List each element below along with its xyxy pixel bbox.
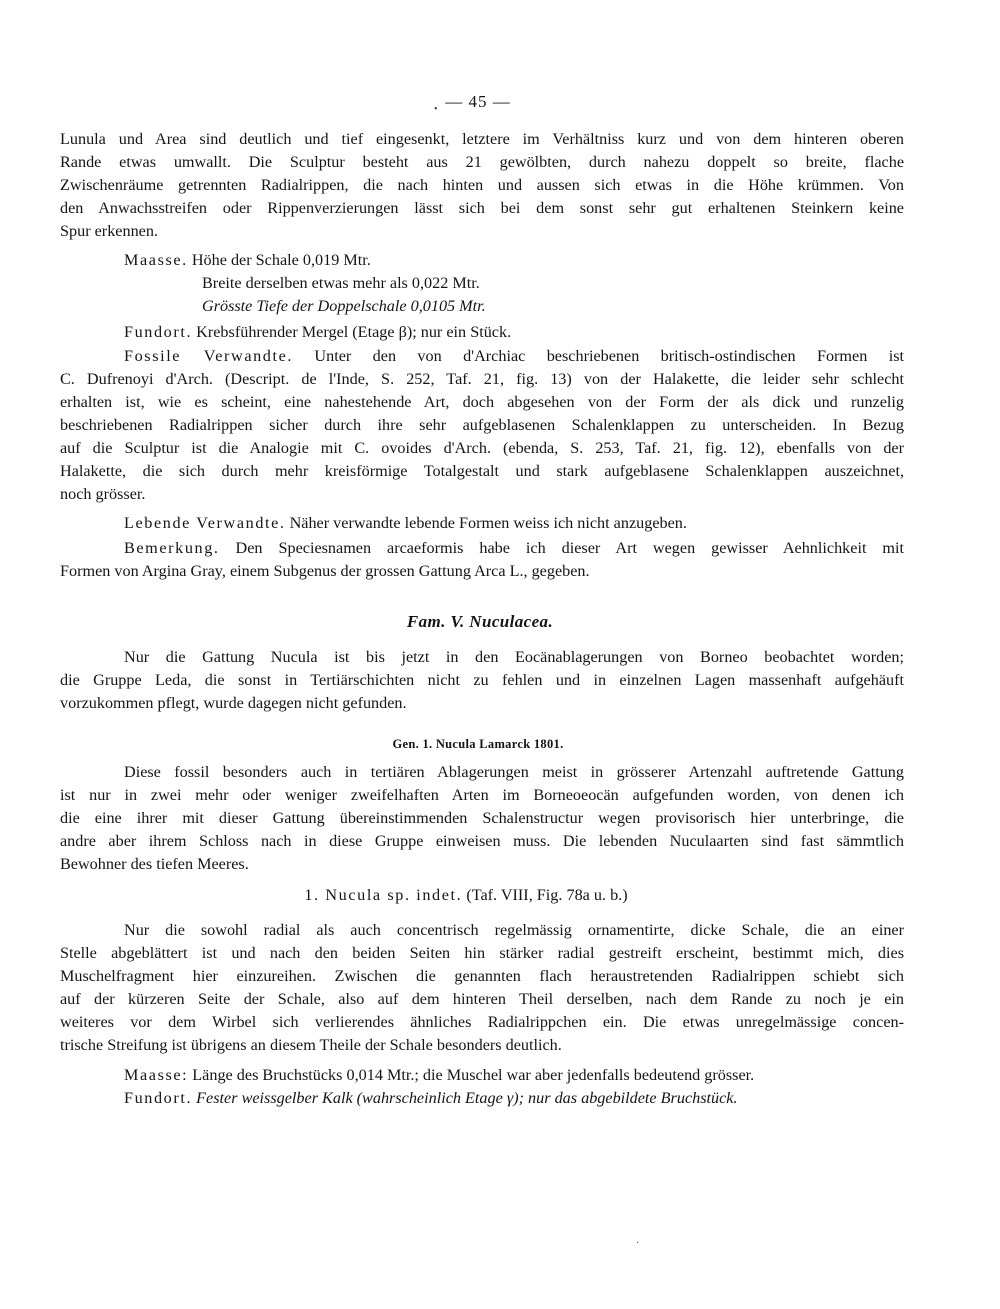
text-line — [60, 1064, 904, 1087]
text-line: beschriebenen Radialrippen sicher durch ihre sehr aufgeblasenen Schalenklappen zu unterscheiden. In Bezug — [60, 416, 904, 434]
print-speck: · — [636, 1238, 640, 1249]
text-line: noch grösser. — [60, 485, 146, 503]
species-heading — [0, 886, 932, 905]
text-line: Muschelfragment hier einzureihen. Zwischen die genannten flach heraustretenden Radialrippen schiebt sich — [60, 967, 904, 985]
locality-line — [60, 321, 904, 344]
text-line: Spur erkennen. — [60, 222, 158, 240]
species-paragraph — [60, 919, 904, 1057]
locality-label: Fundort. — [124, 1089, 193, 1107]
text-line: den Anwachsstreifen oder Rippenverzierungen lässt sich bei dem sonst sehr gut erhaltenen Steinkern keine — [60, 199, 904, 217]
fossil-relatives-text: Unter den von d'Archiac beschriebenen britisch-ostindischen Formen ist — [314, 347, 904, 365]
species-name: 1. Nucula sp. indet. — [304, 886, 463, 904]
remark-section — [60, 537, 904, 583]
measurement-text: Länge des Bruchstücks 0,014 Mtr.; die Muschel war aber jedenfalls bedeutend grösser. — [192, 1066, 755, 1084]
living-relatives-text: Näher verwandte lebende Formen weiss ich nicht anzugeben. — [289, 514, 687, 532]
text-line: trische Streifung ist übrigens an diesem Theile der Schale besonders deutlich. — [60, 1036, 562, 1054]
text-line: Formen von Argina Gray, einem Subgenus der grossen Gattung Arca L., gegeben. — [60, 562, 590, 580]
paragraph-description — [60, 128, 904, 243]
species-reference: (Taf. VIII, Fig. 78a u. b.) — [466, 886, 628, 904]
text-line: die Gruppe Leda, die sonst in Tertiärschichten nicht zu fehlen und in einzelnen Lagen massenhaft aufgehäuft — [60, 671, 904, 689]
text-line: Bewohner des tiefen Meeres. — [60, 855, 249, 873]
text-line — [60, 345, 904, 368]
family-intro-paragraph — [60, 646, 904, 715]
remark-label: Bemerkung. — [124, 539, 220, 557]
locality-text: Krebsführender Mergel (Etage β); nur ein Stück. — [196, 323, 512, 341]
locality-section-2 — [60, 1087, 904, 1110]
print-speck: • — [434, 104, 438, 115]
family-heading: Fam. V. Nuculacea. — [406, 612, 554, 631]
text-line: weiteres vor dem Wirbel sich verlierendes ähnliches Radialrippchen ein. Die etwas unregelmässige concen- — [60, 1013, 904, 1031]
remark-text: Den Speciesnamen arcaeformis habe ich dieser Art wegen gewisser Aehnlichkeit mit — [235, 539, 904, 557]
text-line — [60, 537, 904, 560]
text-line: auf die Sculptur ist die Analogie mit C. ovoides d'Arch. (ebenda, S. 253, Taf. 21, fig. 12), ebenfalls von der — [60, 439, 904, 457]
text-line: die eine ihrer mit dieser Gattung übereinstimmenden Schalenstructur wegen provisorisch hier unterbringe, die — [60, 809, 904, 827]
measurements-label: Maasse. — [124, 251, 188, 269]
text-line — [60, 512, 904, 535]
text-line: andre aber ihrem Schloss nach in diese Gruppe einweisen muss. Die lebenden Nuculaarten sind fast sämmtlich — [60, 832, 904, 850]
locality-label: Fundort. — [124, 323, 193, 341]
text-line: Nur die sowohl radial als auch concentrisch regelmässig ornamentirte, dicke Schale, die an einer — [124, 921, 904, 939]
text-line: auf der kürzeren Seite der Schale, also auf dem hinteren Theil derselben, nach dem Rande zu noch je ein — [60, 990, 904, 1008]
genus-paragraph — [60, 761, 904, 876]
measurement-line: Breite derselben etwas mehr als 0,022 Mtr. — [202, 274, 480, 292]
page-number: — 45 — — [445, 92, 511, 111]
text-line: Lunula und Area sind deutlich und tief eingesenkt, letztere im Verhältniss kurz und von dem hinteren oberen — [60, 130, 904, 148]
locality-text: Fester weissgelber Kalk (wahrscheinlich Etage γ); nur das abgebildete Bruchstück. — [196, 1089, 738, 1107]
measurement-line: Grösste Tiefe der Doppelschale 0,0105 Mtr. — [202, 297, 486, 315]
text-line: Stelle abgeblättert ist und nach den beiden Seiten hin stärker radial gestreift erscheint, bestimmt mich, dies — [60, 944, 904, 962]
text-line: Halakette, die sich durch mehr kreisförmige Totalgestalt und stark aufgeblasene Schalenklappen auszeichnet, — [60, 462, 904, 480]
locality-section — [60, 321, 904, 344]
text-line: C. Dufrenoyi d'Arch. (Descript. de l'Inde, S. 252, Taf. 21, fig. 13) von der Halakette, die leider sehr schlecht — [60, 370, 904, 388]
measurement-line — [60, 249, 904, 272]
measurements-section-2 — [60, 1064, 904, 1087]
text-line: erhalten ist, wie es scheint, eine nahestehende Art, doch abgesehen von der Form der als dick und runzelig — [60, 393, 904, 411]
living-relatives-section — [60, 512, 904, 535]
measurements-label: Maasse: — [124, 1066, 189, 1084]
text-line: Nur die Gattung Nucula ist bis jetzt in den Eocänablagerungen von Borneo beobachtet worden; — [124, 648, 904, 666]
text-line — [60, 1087, 904, 1110]
living-relatives-label: Lebende Verwandte. — [124, 514, 286, 532]
measurements-section — [60, 249, 904, 318]
text-line: vorzukommen pflegt, wurde dagegen nicht gefunden. — [60, 694, 407, 712]
text-line: ist nur in zwei mehr oder weniger zweifelhaften Arten im Borneoeocän aufgefunden worden, von denen ich — [60, 786, 904, 804]
fossil-relatives-section — [60, 345, 904, 506]
text-line: Diese fossil besonders auch in tertiären Ablagerungen meist in grösserer Artenzahl auftretende Gattung — [124, 763, 904, 781]
fossil-relatives-label: Fossile Verwandte. — [124, 347, 294, 365]
text-line: Rande etwas umwallt. Die Sculptur besteht aus 21 gewölbten, durch nahezu doppelt so breite, flache — [60, 153, 904, 171]
measurement-value: Höhe der Schale 0,019 Mtr. — [191, 251, 371, 269]
genus-heading: Gen. 1. Nucula Lamarck 1801. — [392, 737, 564, 751]
text-line: Zwischenräume getrennten Radialrippen, die nach hinten und aussen sich etwas in die Höhe krümmen. Von — [60, 176, 904, 194]
